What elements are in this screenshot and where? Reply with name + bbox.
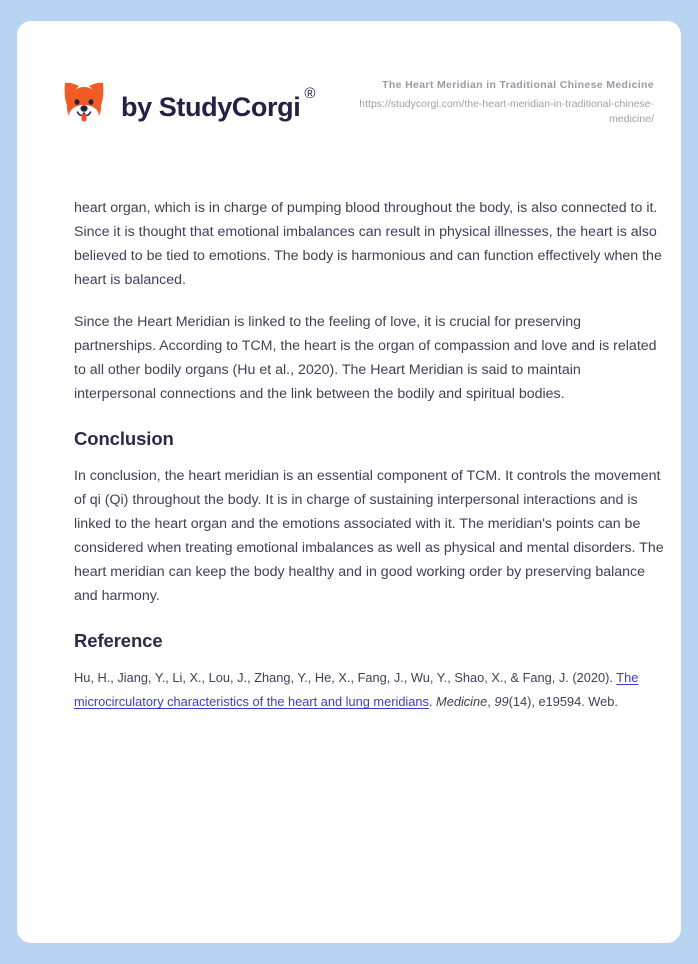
reference-tail: (14), e19594. Web. bbox=[508, 694, 618, 710]
reference-volume: 99 bbox=[494, 694, 509, 710]
corgi-face-icon bbox=[58, 77, 110, 129]
conclusion-paragraph: In conclusion, the heart meridian is an essential component of TCM. It controls the movement of qi (Qi) throughout the body. It is in charge of sustaining interpersonal interactions and is linked to the heart organ and the emotions associated with it. The meridian's points can be considered when treating emotional imbalances as well as physical and mental disorders. The heart meridian can keep the body healthy and in good working order by preserving balance and harmony. bbox=[74, 468, 664, 605]
paragraph-2: Since the Heart Meridian is linked to the feeling of love, it is crucial for preserving partnerships. According to TCM, the heart is the organ of compassion and love and is related to all other bodily organs (Hu et al., 2020). The Heart Meridian is said to maintain interpersonal connections and the link between the bodily and spiritual bodies. bbox=[74, 314, 657, 402]
reference-authors: Hu, H., Jiang, Y., Li, X., Lou, J., Zhang, Y., He, X., Fang, J., Wu, Y., Shao, X., & Fang, J. (2020). bbox=[74, 670, 617, 686]
reference-journal-separator: , bbox=[487, 694, 495, 710]
paragraph-1: heart organ, which is in charge of pumping blood throughout the body, is also connected to it. Since it is thought that emotional imbalances can result in physical illnesses, the heart is also believed to be tied to emotions. The body is harmonious and can function effectively when the heart is balanced. bbox=[74, 200, 662, 288]
registered-trademark-icon: ® bbox=[304, 85, 315, 102]
reference-article-link[interactable]: The microcirculatory characteristics of the heart and lung meridians bbox=[74, 670, 639, 710]
brand-wordmark bbox=[121, 85, 315, 121]
conclusion-heading: Conclusion bbox=[74, 428, 174, 449]
reference-heading: Reference bbox=[74, 630, 163, 652]
page-url[interactable]: https://studycorgi.com/the-heart-meridian-in-traditional-chinese-medicine/ bbox=[359, 97, 654, 125]
reference-after-link: . bbox=[428, 694, 437, 710]
document-body bbox=[74, 196, 666, 714]
brand-name-text: by StudyCorgi bbox=[121, 92, 301, 122]
reference-entry bbox=[74, 666, 666, 714]
document-meta bbox=[324, 73, 654, 127]
document-header bbox=[58, 73, 654, 143]
brand-logo[interactable] bbox=[58, 73, 315, 129]
document-page-card bbox=[17, 21, 681, 943]
reference-journal: Medicine bbox=[436, 694, 488, 710]
page-title: The Heart Meridian in Traditional Chinese Medicine bbox=[382, 79, 654, 91]
